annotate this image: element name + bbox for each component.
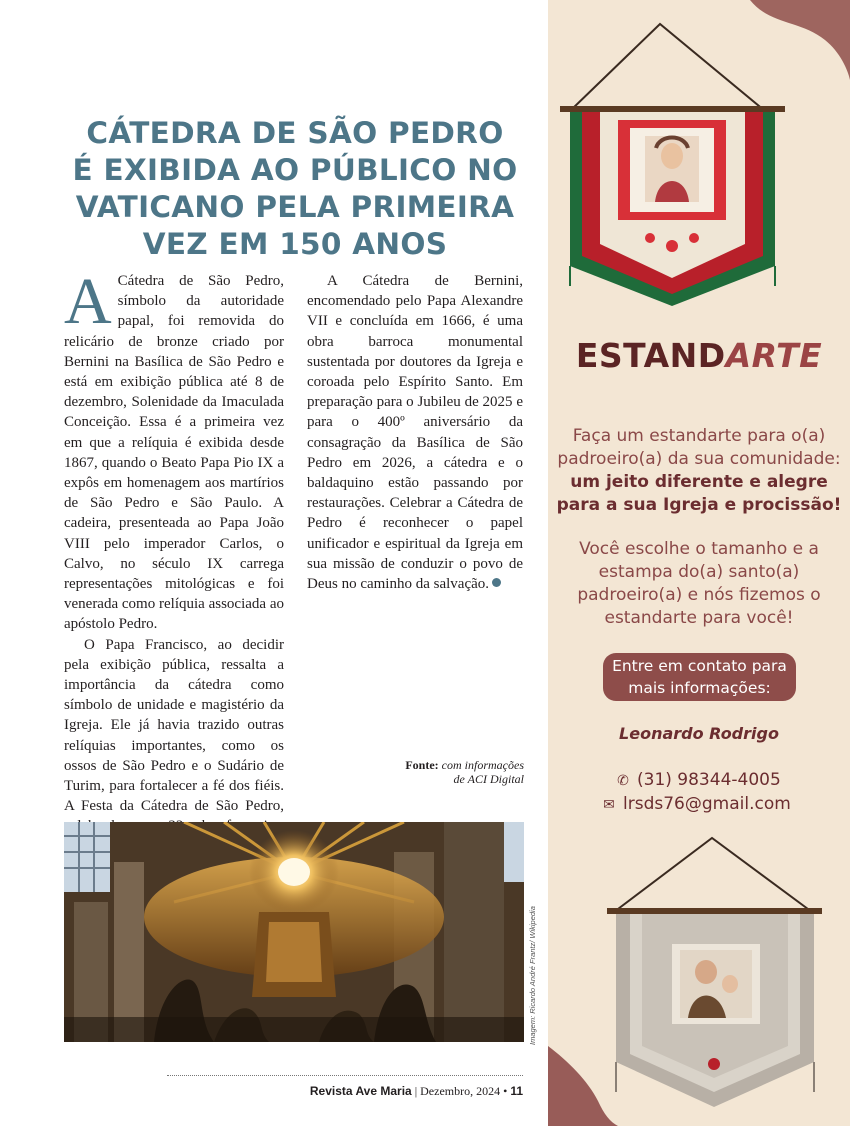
page-number: 11 xyxy=(510,1084,523,1098)
footer-divider xyxy=(167,1075,523,1076)
contact-name: Leonardo Rodrigo xyxy=(619,724,779,743)
title-line-4: VEZ EM 150 ANOS xyxy=(142,227,448,261)
envelope-icon: ✉ xyxy=(603,797,615,813)
photo-credit: Imagem: Ricardo André Frantz/ Wikipedia xyxy=(528,906,537,1045)
article-column-right xyxy=(307,271,523,594)
pitch-line-1: Faça um estandarte para o(a) xyxy=(572,426,826,446)
paragraph-3-text: A Cátedra de Bernini, encomendado pelo Papa Alexandre VII e concluída em 1666, é uma obra barroca monumental sustentada por doutores da Igreja e coroada pelo Espírito Santo. Em preparação para o Jubileu de 2025 e para o 400º aniversário da consagração da Basílica de São Pedro em 2026, a cátedra e o baldaquino estão passando por restaurações. Celebrar a Cátedra de Pedro é reconhecer o papel unificador e espiritual da Igreja em sua missão de conduzir o povo de Deus no caminho da salvação. xyxy=(307,273,523,593)
magazine-name: Revista Ave Maria xyxy=(309,1084,412,1098)
advertisement-panel xyxy=(548,0,850,1126)
phone-contact[interactable] xyxy=(614,770,834,790)
banner-saint-anthony-image xyxy=(602,832,827,1122)
article-column-left xyxy=(64,265,284,918)
pitch-line-2: padroeiro(a) da sua comunidade: xyxy=(557,449,841,469)
description-line-1: Você escolhe o tamanho e a xyxy=(579,539,819,559)
title-line-2: É EXIBIDA AO PÚBLICO NO xyxy=(72,153,518,187)
footer-bullet: • xyxy=(503,1084,508,1098)
source-text-2: de ACI Digital xyxy=(453,772,524,786)
email-contact[interactable] xyxy=(600,794,820,814)
phone-number: (31) 98344-4005 xyxy=(637,770,781,790)
source-note xyxy=(340,758,524,786)
basilica-photo xyxy=(64,822,524,1042)
phone-icon: ✆ xyxy=(617,773,629,789)
title-line-1: CÁTEDRA DE SÃO PEDRO xyxy=(86,116,504,150)
paragraph-1 xyxy=(64,265,284,635)
pitch-bold-line-1: um jeito diferente e alegre xyxy=(570,472,828,492)
banner-our-lady-image xyxy=(560,16,790,316)
source-text-1: com informações xyxy=(441,758,524,772)
description-line-3: padroeiro(a) e nós fizemos o xyxy=(577,585,821,605)
paragraph-2: O Papa Francisco, ao decidir pela exibição pública, ressalta a importância da cátedra como símbolo de unidade e magistério da Igreja. Ele já havia trazido outras relíquias importantes, como os ossos de São Pedro e o Sudário de Turim, para fortalecer a fé dos fiéis. A Festa da Cátedra de São Pedro, xyxy=(64,636,284,815)
contact-line-2: mais informações: xyxy=(628,679,771,697)
ad-description xyxy=(548,538,850,630)
cathedra-altar-image xyxy=(64,822,524,1042)
description-line-4: estandarte para você! xyxy=(604,608,794,628)
contact-callout xyxy=(603,653,796,701)
brand-part-1: ESTAND xyxy=(575,336,726,375)
drop-cap: A xyxy=(64,265,112,338)
ad-pitch xyxy=(548,425,850,517)
description-line-2: estampa do(a) santo(a) xyxy=(598,562,800,582)
contact-line-1: Entre em contato para xyxy=(612,657,787,675)
paragraph-1-text: Cátedra de São Pedro, símbolo da autoridade papal, foi removida do relicário de bronze criado por Bernini na Basílica de São Pedro e está em exibição pública até 8 de dezembro, Solenidade da Imaculada Conceição. Essa é a primeira vez em que a relíquia é exibida desde 1867, quando o Beato Papa Pio IX a expôs em homenagem aos martírios de São Pedro e São Paulo. A cadeira, presenteada ao Papa João VIII pelo imperador Carlos, o Calvo, no século IX carrega representações mitológicas e foi venerada como relíquia associada ao apóstolo Pedro. xyxy=(64,273,284,633)
article-title xyxy=(70,115,520,263)
brand-part-2: ARTE xyxy=(725,336,823,375)
pitch-bold-line-2: para a sua Igreja e procissão! xyxy=(556,495,842,515)
issue-date: Dezembro, 2024 xyxy=(420,1084,501,1098)
brand-logo xyxy=(548,336,850,375)
source-label: Fonte: xyxy=(405,758,439,772)
end-mark xyxy=(492,578,501,587)
page-footer xyxy=(200,1084,523,1099)
title-line-3: VATICANO PELA PRIMEIRA xyxy=(75,190,515,224)
footer-separator: | xyxy=(414,1084,418,1098)
paragraph-3 xyxy=(307,271,523,594)
email-address: lrsds76@gmail.com xyxy=(623,794,791,814)
